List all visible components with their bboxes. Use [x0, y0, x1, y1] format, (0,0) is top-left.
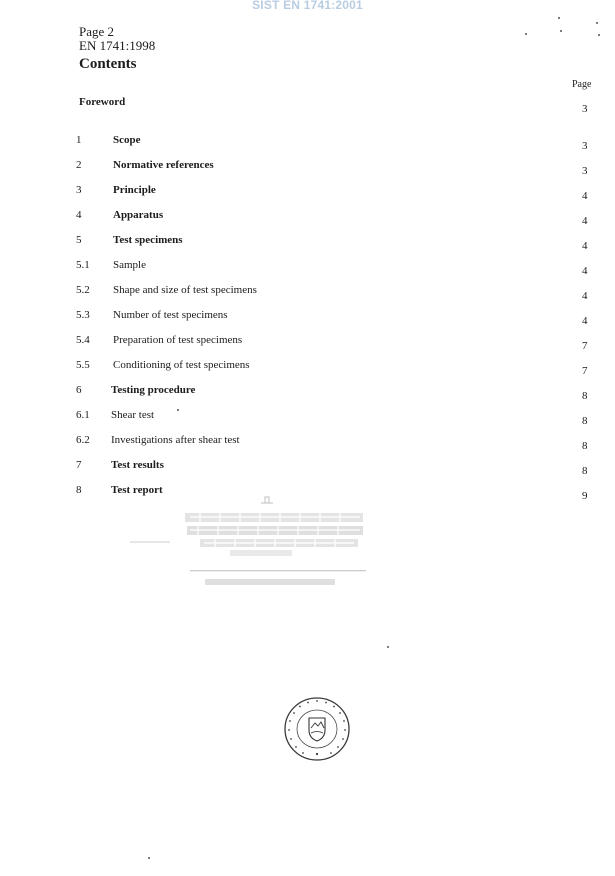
toc-entry-page: 9 — [582, 490, 588, 502]
toc-entry-page: 4 — [582, 315, 588, 327]
seal-graphic — [283, 696, 353, 762]
toc-entry — [0, 159, 615, 175]
scan-speck — [177, 409, 179, 411]
toc-entry-number: 5.2 — [76, 284, 90, 296]
toc-foreword-page: 3 — [582, 103, 588, 115]
toc-entry — [0, 459, 615, 475]
toc-entry — [0, 259, 615, 275]
toc-entry-title: Test report — [111, 484, 163, 496]
toc-entry-page: 8 — [582, 390, 588, 402]
toc-entry-page: 3 — [582, 165, 588, 177]
toc-entry-title: Apparatus — [113, 209, 164, 221]
toc-entry — [0, 284, 615, 300]
toc-entry-title: Sample — [113, 259, 146, 271]
toc-entry-number: 5.5 — [76, 359, 90, 371]
scan-speck — [596, 22, 598, 24]
scan-speck — [387, 646, 389, 648]
scan-speck — [525, 33, 527, 35]
toc-entry-number: 8 — [76, 484, 82, 496]
official-seal-icon — [283, 696, 353, 762]
faded-stamp-graphic — [130, 495, 380, 590]
scan-speck — [558, 17, 560, 19]
toc-entry — [0, 359, 615, 375]
toc-entry-title: Scope — [113, 134, 141, 146]
toc-entry-title: Principle — [113, 184, 156, 196]
toc-entry-title: Test results — [111, 459, 164, 471]
toc-entry-title: Shear test — [111, 409, 155, 421]
scan-speck — [560, 30, 562, 32]
toc-entry-number: 3 — [76, 184, 82, 196]
toc-entry-title: Test specimens — [113, 234, 183, 246]
toc-entry-page: 4 — [582, 265, 588, 277]
toc-entry-title: Conditioning of test specimens — [113, 359, 250, 371]
toc-entry-number: 1 — [76, 134, 82, 146]
toc-entry-number: 6.2 — [76, 434, 90, 446]
toc-entry — [0, 384, 615, 400]
toc-entry-title: Normative references — [113, 159, 214, 171]
toc-entry — [0, 234, 615, 250]
toc-entry-number: 5.4 — [76, 334, 90, 346]
page-column-label: Page — [572, 79, 592, 90]
toc-entry-number: 4 — [76, 209, 82, 221]
toc-entry-title: Testing procedure — [111, 384, 196, 396]
toc-entry-number: 5.3 — [76, 309, 90, 321]
toc-entry-page: 8 — [582, 415, 588, 427]
toc-entry-page: 4 — [582, 190, 588, 202]
toc-entry-title: Number of test specimens — [113, 309, 228, 321]
toc-entry-number: 5.1 — [76, 259, 90, 271]
scan-speck — [148, 857, 150, 859]
toc-entry-title: Preparation of test specimens — [113, 334, 243, 346]
standard-code: EN 1741:1998 — [79, 38, 156, 53]
page-number: Page 2 — [79, 24, 115, 39]
toc-entry-number: 2 — [76, 159, 82, 171]
toc-entry-page: 3 — [582, 140, 588, 152]
toc-entry — [0, 309, 615, 325]
toc-entry-number: 6.1 — [76, 409, 90, 421]
toc-entry-page: 7 — [582, 340, 588, 352]
toc-entry-number: 6 — [76, 384, 82, 396]
document-watermark: SIST EN 1741:2001 — [252, 0, 363, 12]
toc-entry-title: Shape and size of test specimens — [113, 284, 257, 296]
toc-entry-page: 8 — [582, 465, 588, 477]
toc-entry — [0, 334, 615, 350]
faded-stamp-mark — [130, 495, 380, 590]
toc-entry-number: 5 — [76, 234, 82, 246]
toc-entry-number: 7 — [76, 459, 82, 471]
contents-heading: Contents — [79, 56, 137, 72]
scan-speck — [598, 34, 600, 36]
toc-entry — [0, 134, 615, 150]
toc-entry-page: 8 — [582, 440, 588, 452]
toc-entry — [0, 184, 615, 200]
toc-entry — [0, 209, 615, 225]
toc-entry-page: 4 — [582, 215, 588, 227]
toc-entry-page: 4 — [582, 290, 588, 302]
toc-entry-page: 7 — [582, 365, 588, 377]
toc-entry-title: Investigations after shear test — [111, 434, 240, 446]
toc-entry — [0, 434, 615, 450]
toc-entry — [0, 409, 615, 425]
toc-foreword-title: Foreword — [79, 96, 126, 108]
toc-entry-page: 4 — [582, 240, 588, 252]
